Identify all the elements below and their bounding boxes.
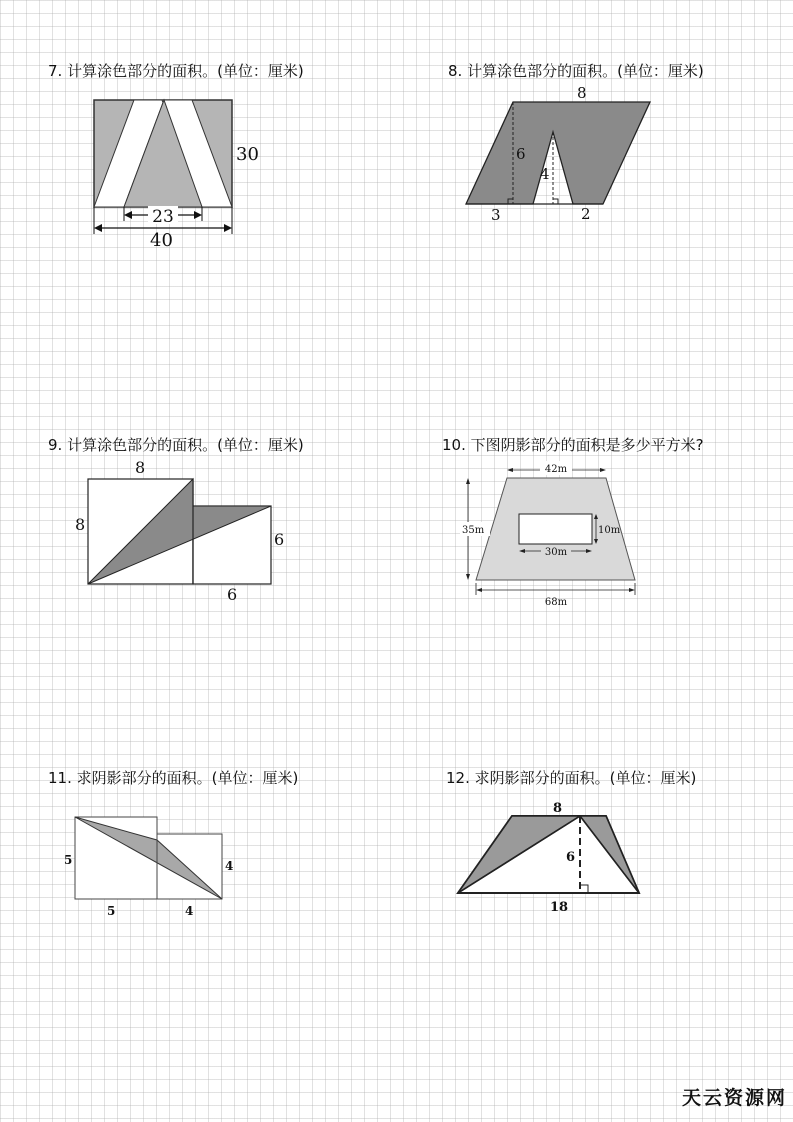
- p8-height-label: 6: [516, 145, 526, 163]
- p10-white-rectangle: [519, 514, 592, 544]
- p7-inner-label: 23: [152, 207, 174, 227]
- p8-right-label: 2: [581, 205, 591, 223]
- p10-rect-height-label: 10m: [598, 525, 621, 536]
- p9-big-left-label: 8: [75, 515, 86, 534]
- problem-9-title: 9. 计算涂色部分的面积。(单位：厘米): [48, 436, 304, 454]
- p10-top-label: 42m: [544, 464, 568, 475]
- p9-small-right-label: 6: [274, 530, 285, 549]
- p9-small-bottom-label: 6: [227, 585, 238, 604]
- p8-top-label: 8: [577, 84, 587, 102]
- p9-big-top-label: 8: [135, 458, 146, 477]
- problem-7-title: 7. 计算涂色部分的面积。(单位：厘米): [48, 62, 304, 80]
- problem-9-figure: [70, 456, 295, 606]
- problem-10-figure: [455, 455, 655, 610]
- p7-side-label: 30: [236, 144, 259, 165]
- problem-8-title: 8. 计算涂色部分的面积。(单位：厘米): [448, 62, 704, 80]
- p10-bottom-label: 68m: [544, 597, 568, 608]
- problem-7-figure: [88, 94, 278, 254]
- p11-left-label: 5: [64, 853, 73, 867]
- p11-bottom-right-label: 4: [185, 904, 194, 918]
- p8-inner-label: 4: [540, 165, 550, 183]
- problem-12-figure: [450, 795, 650, 920]
- p8-left-label: 3: [491, 206, 501, 224]
- problem-12-title: 12. 求阴影部分的面积。(单位：厘米): [446, 769, 697, 787]
- p11-right-label: 4: [225, 859, 234, 873]
- problem-11-title: 11. 求阴影部分的面积。(单位：厘米): [48, 769, 299, 787]
- brand-watermark: 天云资源网: [681, 1087, 787, 1109]
- p12-height-label: 6: [566, 850, 576, 865]
- problem-8-figure: [460, 82, 660, 227]
- p12-top-label: 8: [553, 801, 563, 816]
- p8-shaded-shape: [466, 102, 650, 204]
- problem-11-figure: [60, 810, 245, 925]
- problem-10-title: 10. 下图阴影部分的面积是多少平方米?: [442, 436, 704, 454]
- p12-bottom-label: 18: [550, 900, 569, 915]
- p10-rect-width-label: 30m: [544, 547, 568, 558]
- p10-height-label: 35m: [462, 525, 485, 536]
- p7-outer-label: 40: [150, 230, 173, 251]
- p11-bottom-left-label: 5: [107, 904, 116, 918]
